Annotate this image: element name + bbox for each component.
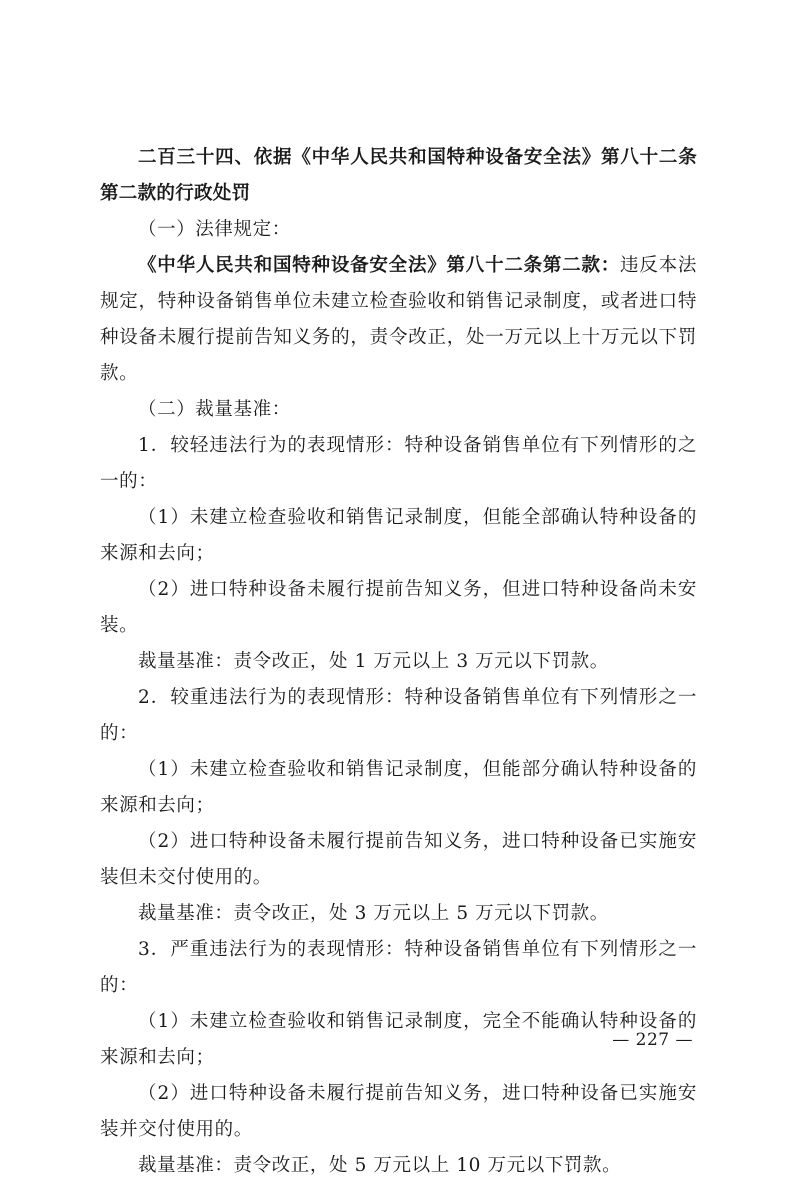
list-item: 裁量基准：责令改正，处 5 万元以上 10 万元以下罚款。: [138, 1155, 622, 1176]
list-item: （2）进口特种设备未履行提前告知义务，进口特种设备已实施安装但未交付使用的。: [100, 831, 697, 888]
list-item: （2）进口特种设备未履行提前告知义务，进口特种设备已实施安装并交付使用的。: [100, 1083, 697, 1140]
section-title-discretion-standard: （二）裁量基准：: [138, 399, 291, 420]
list-item: （1）未建立检查验收和销售记录制度，但能全部确认特种设备的来源和去向；: [100, 507, 697, 564]
law-text: 违反本法规定，特种设备销售单位未建立检查验收和销售记录制度，或者进口特种设备未履行提前告知义务的，责令改正，处一万元以上十万元以下罚款。: [100, 255, 697, 384]
page-number: — 227 —: [612, 1030, 693, 1050]
list-item: （2）进口特种设备未履行提前告知义务，但进口特种设备尚未安装。: [100, 579, 697, 636]
list-item: 裁量基准：责令改正，处 1 万元以上 3 万元以下罚款。: [138, 651, 609, 672]
list-item: （1）未建立检查验收和销售记录制度，完全不能确认特种设备的来源和去向；: [100, 1011, 697, 1068]
article-heading: 二百三十四、依据《中华人民共和国特种设备安全法》第八十二条第二款的行政处罚: [100, 147, 697, 204]
section-title-legal-provision: （一）法律规定：: [138, 219, 291, 240]
law-paragraph: [100, 248, 697, 392]
list-item: 2．较重违法行为的表现情形：特种设备销售单位有下列情形之一的：: [100, 687, 697, 744]
list-item: 裁量基准：责令改正，处 3 万元以上 5 万元以下罚款。: [138, 903, 609, 924]
document-body: [100, 140, 697, 1184]
list-item: 1．较轻违法行为的表现情形：特种设备销售单位有下列情形的之一的：: [100, 435, 697, 492]
law-citation: 《中华人民共和国特种设备安全法》第八十二条第二款：: [138, 255, 621, 276]
list-item: （1）未建立检查验收和销售记录制度，但能部分确认特种设备的来源和去向；: [100, 759, 697, 816]
list-item: 3．严重违法行为的表现情形：特种设备销售单位有下列情形之一的：: [100, 939, 697, 996]
